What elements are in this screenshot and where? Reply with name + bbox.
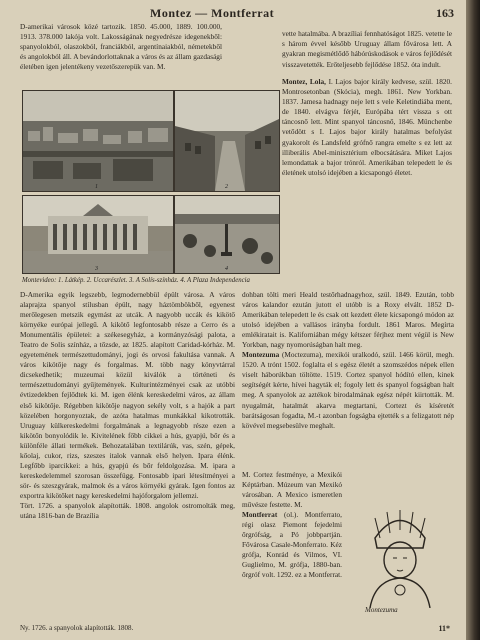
intro-paragraph [20,22,222,72]
entry-montferrat: Montferrat [242,510,278,520]
photo-caption: Montevideo: 1. Látkép. 2. Uccarészlet. 3. A Solís-színház. 4. A Plaza Independencia [22,277,250,284]
right-column-tail: M. Cortez festménye, a Mexikói Képtárban. Múzeum van Mexikó városában. A Mexico ismeretlen művésze festette. M. [242,470,342,510]
page-header [0,6,466,22]
photo-label-4: 4 [225,266,228,272]
book-spine [466,0,480,640]
entry-montezuma: Montezuma [242,350,280,360]
photo-panorama [22,90,174,192]
right-text-1: vette hatalmába. A brazíliai fennhatóságot 1825. vetette le s három évvel később Uruguay állam fővárosa lett. A gyakran megismétlődő hábórúskodások e város fejlődését visszavetették. Erőteljesebb fejlődése 1852. óta indult. [282,29,452,69]
entry-montez: Montez, Lola, [282,76,326,86]
lower-left-column [242,470,342,581]
photo-street [174,90,280,192]
montevideo-text: D-Amerika egyik legszebb, legmodernebbül épült városa. A város alaprajza spanyol stílusban épült, nagy háztömbökből, egyenest merőlegesen metszik egymást az utcák. A nagyobb uccák és kikötő környéke európai jellegű. A kikötő legfontosabb része a Cerro és a Monumentális épületei: a székesegyház, a kormányzósági palota, a Teatro de Solis színház, a tőzsde, az 1825. alapított Caridad-kórház. M. egyetemének természettudományi, jogi és orvosi fakultása vannak. A város kikötője nagy és forgalmas. M. több nagy könyvtárral dicsekedhetik; muzeumai közül kiválók a történeti és természettudományi gyűjtemények. Kulturintézményei csak az utóbbi évtizedekben fejlődtek ki. M. igen élénk kereskedelmi város, az állam első kikötője. Régebben kikötője nagyon sekély volt, s a hajók a part közelében horgonyoztak, de azóta hatalmas munkákkal kikotrották. Uruguay külkereskedelmi forgalmának a legnagyobb része ezen a kikötőn bonyolódik le. Kivitelének főbb cikkei a hús, gyapjú, bőr és a különféle állati termékek. Behozatalában textilárúk, vas, szén, gépek, kőolaj, cukor, rizs, szeszes italok vannak első helyen. Ipara élénk. Legfőbb iparcikkei: a hús, gyapjú és bőr feldolgozása. M. ipara a kereskedelemmel szorosan összefügg. Fontosabb ipari létesítményei a sör- és szeszgyárak, malmok és a város környéki gyárak. Igen fontos az exportra kikötőket nagy kereskedelmi hajóforgalom jellemzi. [20,290,235,500]
photo-label-1: 1 [95,184,98,190]
footer-left: Ny. 1726. a spanyolok alapították. 1808. [20,624,134,632]
page-number: 163 [436,6,454,20]
right-text-2: I. Lajos bajor király kedvese, szül. 1820. Montrosetonban (Skócia), megh. 1861. New Yorkban. 1837. Jamesa hadnagy neje lett s vele Keletindiába ment, de 1840. elvágva férjét, Európába tért vissza s ott táncosnő lett. Mint spanyol táncosnő, 1846. Münchenbe vetődött s I. Lajos bajor király hatalmas befolyást gyakorolt és Landsfeld grófnő rangra emelte s ez lett az illiberális Abel-minisztérium elbocsátására. Miket Lajos lemondattak a bajor trónról. Amerikában telepedett le és életének utolsó idejében a kicsapongó életet. [282,76,452,177]
page-title: Montez — Montferrat [150,6,275,20]
montevideo-text-end: Tört. 1726. a spanyolok alapították. 1808. angolok ostromolták meg, utána 1816-ban de Brazília [20,500,235,521]
middle-text: dohban tölti meri Heald testőrhadnagyhoz, szül. 1849. Ezután, tobb város kalandor ezután jutott el utóbb is a Roxy elvált. 1852 D-Amerikában telepedett le és csak ott kezdett élete kicsapongó módon az utolsó idejében a vallásos irányba fordult. 1861 Maros. Megírta emlékiratait is. Kaliforniában mégy kétszer férjhez ment végül is New Yorkban, nagy nyomorúságban halt meg. [242,290,454,350]
right-column-top [282,22,452,185]
photo-label-2: 2 [225,184,228,190]
montevideo-article [20,290,235,521]
footer-signature: 11* [438,624,450,633]
portrait-caption: Montezuma [365,606,398,614]
photo-theatre [22,195,174,274]
photo-plaza [174,195,280,274]
photo-label-3: 3 [95,266,98,272]
middle-article [242,290,454,431]
montezuma-text: (Moctezuma), mexikói uralkodó, szül. 1466 körül, megh. 1520. A trónt 1502. foglalta el s egész életét a szomszédos népek ellen viselt háborúkban töltötte. 1519. Cortez spanyol hódító ellen, kinek segítségét kérte, hívei hagyták el; fogoly lett és spanyol fogságban halt meg. A spanyolok az aztékok birodalmának egész népét kiirtották. M. nyugalmát, hatalmát akarva megtartani, Cortezt és kíséretét barátságosan fogadta, M.-t azonban fogságba ejtették s a felizgatott nép kövével megsebesülve meghalt. [242,350,454,430]
montezuma-portrait [345,508,455,618]
intro-text: D-amerikai városok közé tartozik. 1850. 45.000, 1889. 100.000, 1913. 378.000 lakója volt. Lakosságának negyedrésze idegenekből: spanyolokból, olaszokból, franciákból, argentínaiakból, németekből és angolokból áll. A bevándorlottaknak a város és az állam gazdasági életében igen jelentékeny vezetőszerepük van. M. [20,22,222,72]
montferrat-text: (ol.). Montferrato, régi olasz Piemont fejedelmi őrgrófság, a Pó jobbpartján. Fővárosa Casale-Monferrato. Kéz grófja, Konrád és Vilmos, VI. Guglielmo, M. grófja, 1880-ban. őrgróf volt. 1292. ez a Montferrat. [242,510,343,580]
